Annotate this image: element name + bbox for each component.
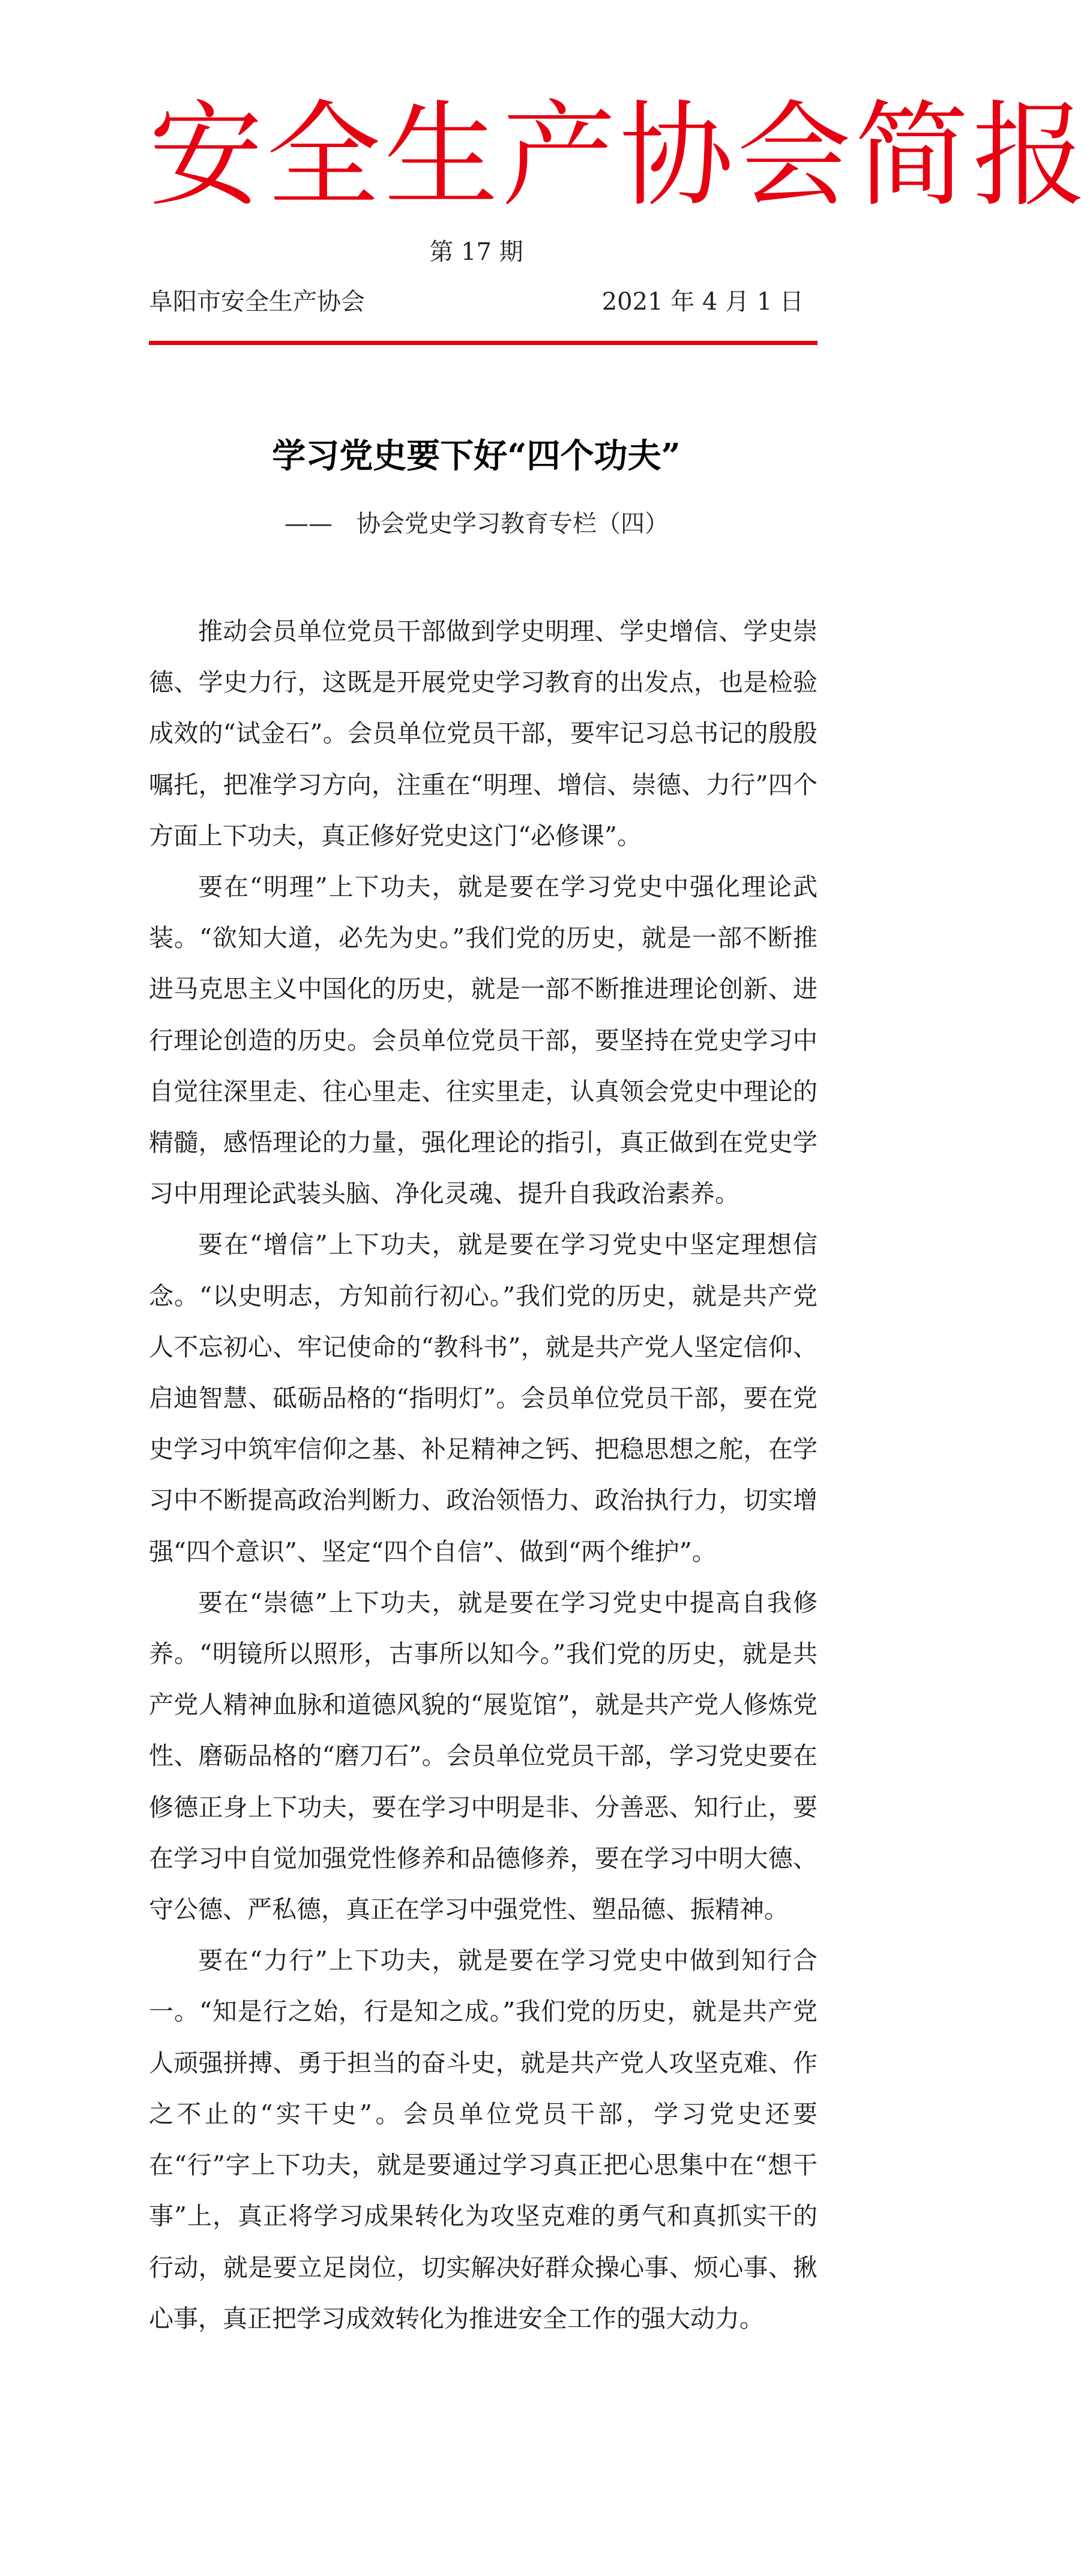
paragraph-3: 要在“增信”上下功夫，就是要在学习党史中坚定理想信念。“以史明志，方知前行初心。”我们党的历史，就是共产党人不忘初心、牢记使命的“教科书”，就是共产党人坚定信仰、启迪智慧、砥砺品格的“指明灯”。会员单位党员干部，要在党史学习中筑牢信仰之基、补足精神之钙、把稳思想之舵，在学习中不断提高政治判断力、政治领悟力、政治执行力，切实增强“四个意识”、坚定“四个自信”、做到“两个维护”。 (149, 1230, 817, 1566)
article-subtitle (285, 509, 669, 539)
article-body (149, 606, 817, 2344)
publish-date: 2021 年 4 月 1 日 (601, 288, 804, 316)
masthead-title: 安全生产协会简报 (149, 89, 1090, 222)
paragraph-1: 推动会员单位党员干部做到学史明理、学史增信、学史崇德、学史力行，这既是开展党史学习教育的出发点，也是检验成效的“试金石”。会员单位党员干部，要牢记习总书记的殷殷嘱托，把准学习方向，注重在“明理、增信、崇德、力行”四个方面上下功夫，真正修好党史这门“必修课”。 (149, 617, 817, 850)
paragraph-2: 要在“明理”上下功夫，就是要在学习党史中强化理论武装。“欲知大道，必先为史。”我们党的历史，就是一部不断推进马克思主义中国化的历史，就是一部不断推进理论创新、进行理论创造的历史。会员单位党员干部，要坚持在党史学习中自觉往深里走、往心里走、往实里走，认真领会党史中理论的精髓，感悟理论的力量，强化理论的指引，真正做到在党史学习中用理论武装头脑、净化灵魂、提升自我政治素养。 (149, 872, 817, 1208)
article-title: 学习党史要下好“四个功夫” (272, 436, 681, 476)
subtitle-dash: —— (285, 510, 333, 538)
subtitle-text: 协会党史学习教育专栏（四） (357, 510, 669, 538)
masthead-divider (149, 341, 817, 345)
issue-number: 第 17 期 (429, 238, 523, 266)
publisher-name: 阜阳市安全生产协会 (149, 288, 365, 316)
paragraph-4: 要在“崇德”上下功夫，就是要在学习党史中提高自我修养。“明镜所以照形，古事所以知今。”我们党的历史，就是共产党人精神血脉和道德风貌的“展览馆”，就是共产党人修炼党性、磨砺品格的“磨刀石”。会员单位党员干部，学习党史要在修德正身上下功夫，要在学习中明是非、分善恶、知行止，要在学习中自觉加强党性修养和品德修养，要在学习中明大德、守公德、严私德，真正在学习中强党性、塑品德、振精神。 (149, 1588, 817, 1924)
paragraph-5: 要在“力行”上下功夫，就是要在学习党史中做到知行合一。“知是行之始，行是知之成。”我们党的历史，就是共产党人顽强拼搏、勇于担当的奋斗史，就是共产党人攻坚克难、作之不止的“实干史”。会员单位党员干部，学习党史还要在“行”字上下功夫，就是要通过学习真正把心思集中在“想干事”上，真正将学习成果转化为攻坚克难的勇气和真抓实干的行动，就是要立足岗位，切实解决好群众操心事、烦心事、揪心事，真正把学习成效转化为推进安全工作的强大动力。 (149, 1946, 817, 2333)
